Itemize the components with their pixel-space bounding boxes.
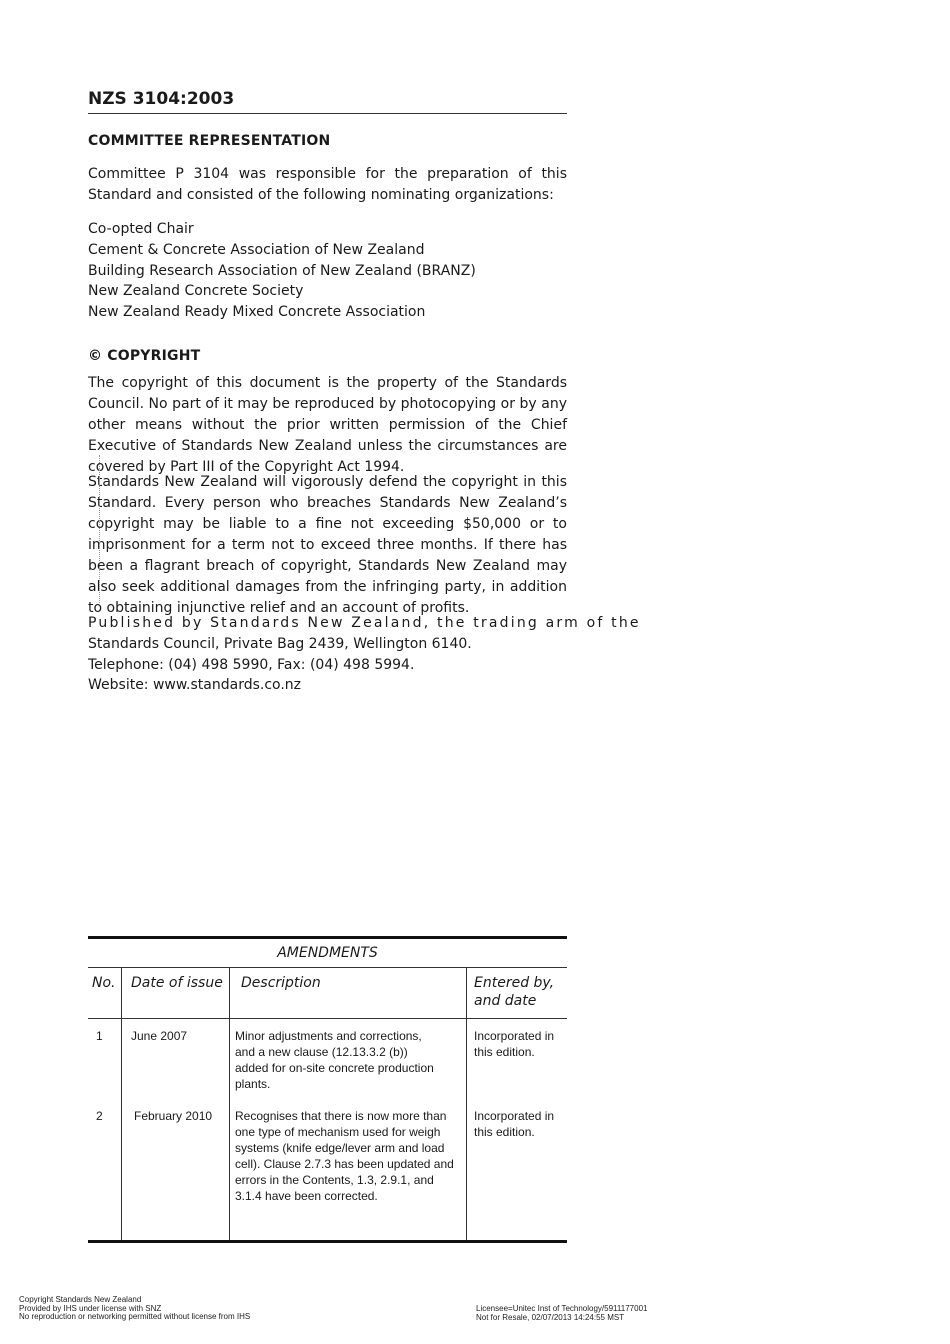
- table-rule: [88, 1018, 567, 1019]
- column-header-description: Description: [241, 975, 321, 991]
- amendments-table: [88, 936, 567, 1243]
- table-row-description: Minor adjustments and corrections, and a new clause (12.13.3.2 (b)) added for on-site concrete production plants.: [235, 1029, 434, 1091]
- organization-item: Co-opted Chair: [88, 221, 194, 237]
- footer-left: Copyright Standards New Zealand Provided by IHS under license with SNZ No reproduction or networking permitted without license from IHS: [19, 1295, 251, 1321]
- table-row-description: Recognises that there is now more than one type of mechanism used for weigh systems (knife edge/lever arm and load cell). Clause 2.7.3 has been updated and errors in the Contents, 1.3, 2.9.1, and 3.1.4 have been corrected.: [235, 1109, 454, 1203]
- amendments-title: AMENDMENTS: [277, 945, 378, 961]
- column-header-no: No.: [92, 975, 116, 991]
- document-id: NZS 3104:2003: [88, 89, 567, 114]
- copyright-paragraph-2: Standards New Zealand will vigorously defend the copyright in this Standard. Every person who breaches Standards New Zealand’s copyright may be liable to a fine not exceeding $50,000 or to imprisonment for a term not to exceed three months. If there has been a flagrant breach of copyright, Standards New Zealand may also seek additional damages from the infringing party, in addition to obtaining injunctive relief and an account of profits.: [88, 474, 567, 616]
- table-row-entered: Incorporated in this edition.: [474, 1109, 555, 1139]
- publisher-line: Published by Standards New Zealand, the trading arm of the: [88, 615, 641, 631]
- organization-item: New Zealand Ready Mixed Concrete Association: [88, 304, 426, 321]
- committee-intro: Committee P 3104 was responsible for the preparation of this Standard and consisted of the following nominating organizations:: [88, 166, 567, 203]
- table-row-no: 1: [96, 1029, 103, 1043]
- publisher-line: Standards Council, Private Bag 2439, Wellington 6140.: [88, 635, 472, 652]
- table-row-date: February 2010: [134, 1109, 213, 1123]
- table-column-divider: [229, 968, 230, 1240]
- publisher-block: [88, 613, 641, 696]
- committee-heading: COMMITTEE REPRESENTATION: [88, 133, 331, 149]
- table-rule: [88, 967, 567, 968]
- table-row-no: 2: [96, 1109, 103, 1123]
- table-column-divider: [121, 968, 122, 1240]
- organization-list: [88, 219, 567, 323]
- publisher-website: Website: www.standards.co.nz: [88, 677, 302, 694]
- table-column-divider: [466, 968, 467, 1240]
- table-row-entered: Incorporated in this edition.: [474, 1029, 555, 1059]
- column-header-date: Date of issue: [131, 975, 223, 991]
- table-row-date: June 2007: [131, 1029, 188, 1043]
- margin-mark: [99, 455, 100, 605]
- publisher-telephone: Telephone: (04) 498 5990, Fax: (04) 498 5994.: [88, 656, 415, 673]
- copyright-paragraph-1: The copyright of this document is the property of the Standards Council. No part of it may be reproduced by photocopying or by any other means without the prior written permission of the Chief Executive of Standards New Zealand unless the circumstances are covered by Part III of the Copyright Act 1994.: [88, 375, 567, 475]
- organization-item: Building Research Association of New Zealand (BRANZ): [88, 262, 476, 279]
- footer-right: Licensee=Unitec Inst of Technology/5911177001 Not for Resale, 02/07/2013 14:24:55 MST: [476, 1304, 648, 1322]
- organization-item: Cement & Concrete Association of New Zealand: [88, 241, 425, 258]
- copyright-heading: © COPYRIGHT: [88, 348, 201, 364]
- organization-item: New Zealand Concrete Society: [88, 283, 304, 300]
- column-header-entered: Entered by, and date: [474, 975, 555, 1009]
